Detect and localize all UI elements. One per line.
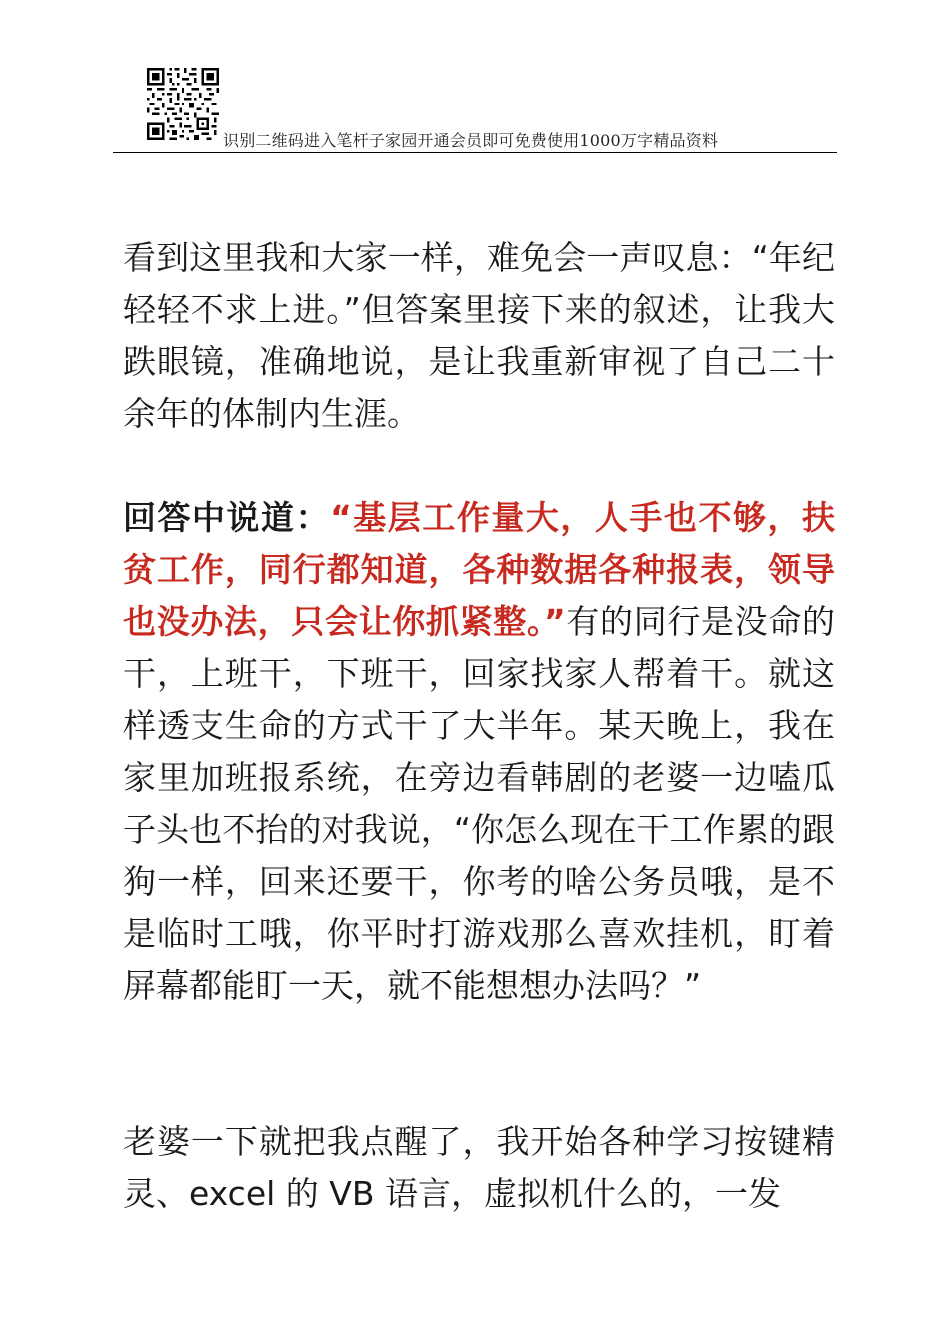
article-body [123,232,835,1220]
page-header [113,68,837,153]
paragraph-2 [123,492,835,1012]
paragraph-2-body: 有的同行是没命的干，上班干，下班干，回家找家人帮着干。就这样透支生命的方式干了大半年。某天晚上，我在家里加班报系统，在旁边看韩剧的老婆一边嗑瓜子头也不抬的对我说，“你怎么现在干工作累的跟狗一样，回来还要干，你考的啥公务员哦，是不是临时工哦，你平时打游戏那么喜欢挂机，盯着屏幕都能盯一天，就不能想想办法吗？” [123,602,835,1005]
highlighted-quote: “基层工作量大，人手也不够，扶贫工作，同行都知道，各种数据各种报表，领导也没办法，只会让你抓紧整。” [123,498,835,641]
paragraph-2-lead: 回答中说道： [123,498,331,537]
header-promo-text: 识别二维码进入笔杆子家园开通会员即可免费使用1000万字精品资料 [223,131,719,150]
paragraph-1: 看到这里我和大家一样，难免会一声叹息：“年纪轻轻不求上进。”但答案里接下来的叙述，让我大跌眼镜，准确地说，是让我重新审视了自己二十余年的体制内生涯。 [123,238,835,433]
paragraph-3: 老婆一下就把我点醒了，我开始各种学习按键精灵、excel 的 VB 语言，虚拟机什么的，一发 [123,1122,835,1213]
qr-code-icon[interactable] [147,68,219,140]
